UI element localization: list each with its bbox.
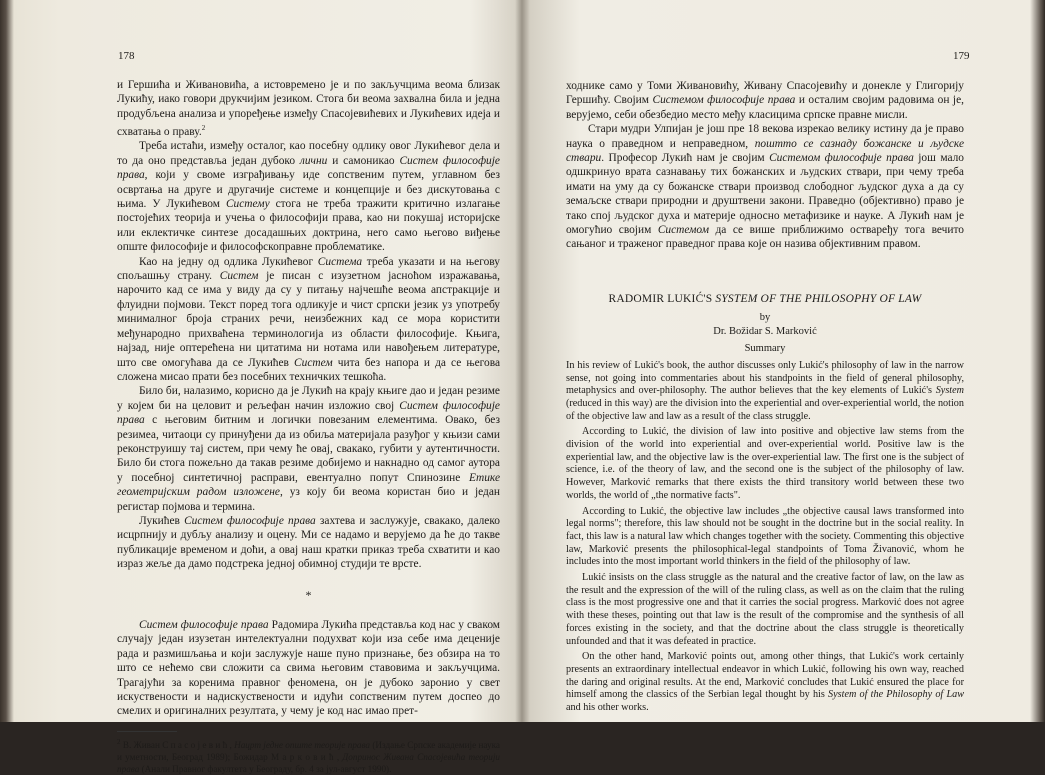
text-run: чита без напора и да се његова сложена мисао прати без посебних техничких тешкоћа. — [117, 356, 501, 383]
text-run: Треба истаћи, између осталог, као посебну одлику овог Лукићевог дела и то да оно представља један дубоко — [117, 140, 500, 167]
paragraph — [566, 426, 964, 502]
italic-text: Системом — [657, 224, 709, 237]
text-run: Било би, налазимо, корисно да је Лукић на крају књиге дао и један резиме у којем би на целовит и рељефан начин изложио свој — [117, 385, 500, 412]
footnote — [117, 736, 500, 775]
text-run: In his review of Lukić's book, the author discusses only Lukić's philosophy of law in the narrow sense, not going into commentaries about his standpoints in the field of general philosophy, metaphysics and over-philosophy. The author believes that the key elements of Lukić's — [566, 359, 964, 397]
text-run: and his other works. — [566, 702, 649, 714]
italic-text: Система — [317, 255, 363, 268]
text-run: On the other hand, Marković points out, among other things, that Lukić's work certainly presents an extraordinary intellectual endeavor in which Lukić, following his own way, reached the daring and original results. At the end, Marković concludes that Lukić ensured the place for himself among the classics of the Serbian legal thought by his — [566, 651, 964, 701]
italic-text: лични — [299, 154, 328, 167]
text-run: Lukić insists on the class struggle as the natural and the creative factor of law, on the law as the result and the expression of the will of the ruling class, as well as on the claim that the ruling class is the most progressive one and that it carries the social progress. Marković does not agree with these theses, pointing out that law is the result of the compromise and the synthesis of all forces existing in the society, and that the doctrine about the class struggle is theoretically unfounded and that it was defeated in practice. — [566, 572, 964, 647]
italic-text: System of the Philosophy of Law — [828, 689, 964, 701]
right-page — [528, 0, 1036, 722]
paragraph — [117, 384, 500, 514]
page-number: 178 — [118, 50, 135, 62]
italic-text: Систему — [225, 198, 270, 211]
text-run: , који у своме изграђивању иде сопственим путем, углавном без освртања на друге и другачије системе и концепције и без дискутовања с њима. У Лукићевом — [117, 169, 500, 211]
text-run: (Издање Српске академије наука и уметности, Београд 1989); Божидар М а р к о в и ћ , — [117, 739, 501, 762]
paragraph — [117, 514, 500, 572]
italic-text: Допринос Живана Спасојевића теорији права — [117, 751, 501, 774]
english-summary — [566, 293, 964, 718]
summary-title — [566, 293, 964, 306]
right-body — [566, 79, 964, 252]
text-run: још мало одшкринуо врата сазнавању тих божанских и људских ствари, при чему треба имати на уму да су божанске ствари производ слободног људског духа а да су земаљске ствари природни и друштвени закони. Праведно (објективно) право је тако спој људског духа и материје односно метафизике и науке. А Лукић нам је омогућио својим — [566, 152, 964, 237]
text-run: ходнике само у Томи Живановићу, Живану Спасојевићу и донекле у Глигорију Гершићу. Својим — [566, 80, 964, 107]
italic-text: Систем философије права — [117, 154, 500, 182]
text-run: Радомира Лукића представља код нас у сваком случају један изузетан интелектуални подухват који иза себе има деценије рада и размишљања и који заслужује наше пуно признање, без обзира на то што се нећемо сви сложити са свима његовим ставовима и закључцима. Трагајући за коренима правног феномена, он је дубоко заронио у свет искуствености и надискуствености и идући сопственим путем доспео до смелих и оригиналних резултата, у чему је код нас имао прет- — [117, 619, 501, 718]
text-run: According to Lukić, the objective law includes „the objective causal laws transformed into legal norms"; therefore, this law should not be sought in the doctrine but in the social reality. In fact, this law is a natural law which changes together with the society. Commenting this objective law, Marković presents the philosophical-legal standpoints of Toma Živanović, whom he includes into the most important world thinkers in the field of the philosophy of law. — [566, 505, 964, 568]
summary-paragraphs — [566, 360, 964, 715]
italic-text: System — [935, 385, 964, 397]
text-run: Стари мудри Улпијан је још пре 18 векова изрекао велику истину да је право наука о праведном и неправедном, — [566, 123, 964, 150]
text-run: захтева и заслужује, свакако, далеко исцрпнију и дубљу анализу и оцену. Ми се надамо и верујемо да ће до такве публикације временом и доћи, а овај наш кратки приказ треба схватити и као израз жеље да дамо подстрека једној обимној студији те врсте. — [117, 514, 500, 571]
paragraph — [566, 506, 964, 570]
page-number: 179 — [953, 50, 970, 62]
paragraph — [566, 651, 964, 715]
summary-by: by — [759, 311, 771, 323]
right-paragraphs — [566, 79, 964, 252]
text-run: . Професор Лукић нам је својим — [601, 152, 770, 165]
text-run: да се више приближимо остваређу тога вечито сањаног и траженог праведног права које он назива објективним правом. — [566, 224, 965, 251]
paragraph — [566, 572, 964, 648]
section-separator: * — [305, 587, 312, 602]
italic-text: Систем философије права — [117, 399, 500, 427]
paragraph — [117, 139, 500, 254]
left-page — [14, 0, 520, 774]
left-body — [117, 78, 500, 775]
text-run: , уз коју би веома користан био и један регистар појмова и термина. — [117, 486, 500, 513]
italic-text: Систем — [219, 270, 259, 283]
text-run: Као на једну од одлика Лукићевог — [139, 255, 318, 268]
left-paragraphs — [117, 78, 500, 572]
footnote-text — [117, 737, 501, 774]
footnote-divider — [117, 731, 177, 732]
text-run: и Гершића и Живановића, а истовремено је и по закључцима веома близак Лукићу, иако говори друкчијим језиком. Стога би веома захвална била и једна продубљена анализа и упоређење између Спасојевићевих и Лукићевих идеја и схватања о праву. — [117, 79, 500, 139]
text-run: стога не треба тражити критично излагање постојећих теорија и учења о философији права, као ни покушај историјске или еклектичке синтезе досадашњих доктрина, него само његово виђење опште философије и философскоправне проблематике. — [117, 198, 500, 254]
summary-label: Summary — [744, 343, 786, 355]
summary-title-plain: RADOMIR LUKIĆ'S — [608, 293, 716, 305]
italic-text: Систем философије права — [139, 619, 269, 632]
text-run: и самоникао — [327, 154, 400, 167]
summary-title-italic: SYSTEM OF THE PHILOSOPHY OF LAW — [715, 293, 922, 305]
italic-text: Нацрт једне опште теорије права — [234, 739, 371, 750]
closing-paragraph — [117, 618, 500, 719]
paragraph — [566, 360, 964, 424]
italic-text: Системом философије права — [652, 94, 796, 107]
text-run: (Анали Правног факултета у Београду, бр. 4 за јул-август 1990). — [139, 763, 392, 774]
text-run: В. Живан С п а с о ј е в и ћ , — [122, 739, 235, 750]
text-run: Лукићев — [139, 514, 185, 527]
footnote-mark: 2 — [117, 737, 121, 746]
italic-text: Етике геометријским радом изложене — [117, 471, 500, 499]
italic-text: Систем — [294, 356, 333, 369]
paragraph — [117, 78, 500, 139]
summary-author: Dr. Božidar S. Marković — [713, 326, 817, 338]
paragraph — [566, 122, 964, 252]
footnote-reference: 2 — [201, 124, 206, 133]
text-run: (reduced in this way) are the division into the experiential and over-experiential world, the notion of the objective law and law as a result of the class struggle. — [566, 397, 964, 422]
paragraph — [566, 79, 964, 122]
text-run: с његовим битним и логички повезаним елементима. Овако, без резимеа, читаоци су принуђени да из обиља материјала разуђог у књизи сами реконструишу тај систем, при чему ће овај, свакако, губити у аутентичности. Било би стога пожељно да такав резиме добијемо и накнадно од самог аутора у посебној синтетичној расправи, евентуално попут Спинозине — [117, 414, 500, 484]
text-run: треба указати и на његову спољашњу страну. — [117, 255, 500, 283]
paragraph — [117, 255, 500, 385]
italic-text: Системом философије права — [769, 152, 914, 165]
italic-text: Систем философије права — [184, 514, 316, 527]
italic-text: поштто се сазнаду божанске и људске ствари — [566, 137, 964, 165]
text-run: је писан с изузетном јасноћом изражавања, нарочито кад се има у виду да су у питању најчешће веома апстракције и флуидни појмови. Текст поред тога одликује и чист српски језик уз употребу минималног броја страних речи, неизбежних кад се мора користити међународно прихваћена терминологија из области философије. Књига, најзад, није оптерећена ни цитатима ни нотама или навођењем литературе, што све омогућава да се Лукићев — [117, 270, 500, 369]
text-run: и осталим својим радовима он је, верујемо, себи обезбедио место међу класицима српске правне мисли. — [566, 94, 964, 121]
text-run: According to Lukić, the division of law into positive and objective law stems from the division of the world into experiential and over-experiential world. Positive law is the experiential law, and the objective law is the over-experiential law. The first one is the subject of science, i.e. of the theory of law, and the second one is the subject of the philosophy of law. However, Marković remarks that there exists the third transitory world between these two worlds, the world of „the normative facts". — [566, 426, 964, 501]
